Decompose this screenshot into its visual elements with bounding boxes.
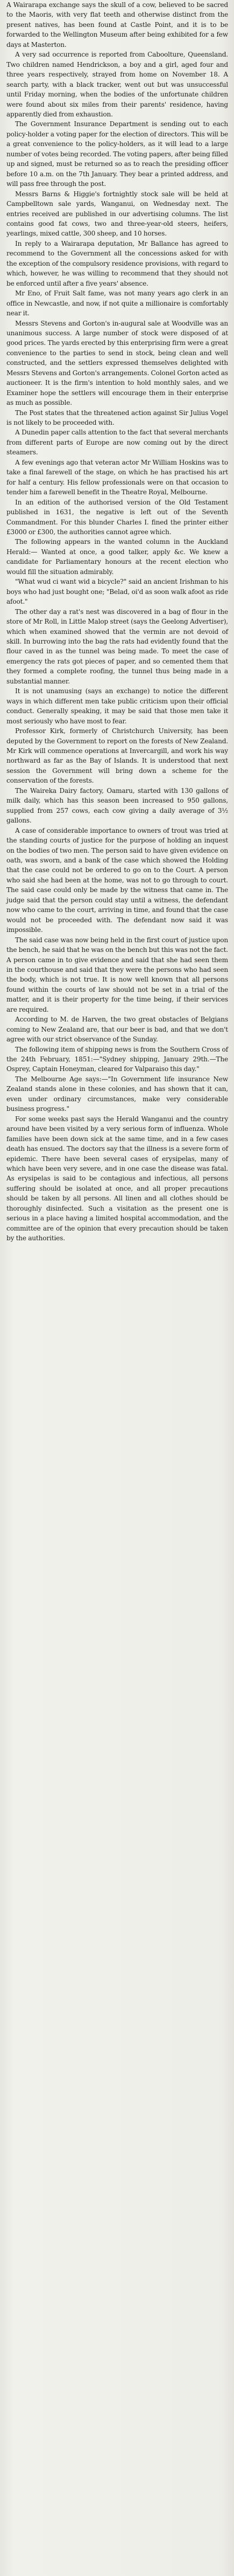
- paragraph-skull: A Wairarapa exchange says the skull of a cow, believed to be sacred to the Maoris, with very flat teeth and otherwise distinct from the present natives, has been found at Castle Point, and it is to be forwarded to the Wellington Museum after being exhibited for a few days at Masterton.: [6, 1, 228, 49]
- paragraph-wairarapa-deputation: In reply to a Wairarapa deputation, Mr Ballance has agreed to recommend to the Government all the concessions asked for with the exception of the compulsory residence provisions, with regard to which, however, he was willing to recommend that they should not be enforced until after a five years' absence.: [6, 239, 228, 287]
- paragraph-melbourne-age: The Melbourne Age says:—"In Government life insurance New Zealand stands alone in these colonies, and has shown that it can, even under ordinary circumstances, make very considerable business progress.": [6, 1075, 228, 1113]
- paragraph-old-testament: In an edition of the authorised version of the Old Testament published in 1631, the negative is left out of the Seventh Commandment. For this blunder Charles I. fined the printer either £3000 or £300, the authorities cannot agree which.: [6, 498, 228, 536]
- paragraph-stock-sale: Messrs Barns & Higgie's fortnightly stock sale will be held at Campbelltown sale yards, Wanganui, on Wednesday next. The entries received are published in our advertising columns. The list contains good fat cows, two and three-year-old steers, heifers, yearlings, mixed cattle, 300 sheep, and 10 horses.: [6, 190, 228, 238]
- paragraph-woodville-sale: Messrs Stevens and Gorton's in-augural sale at Woodville was an unanimous success. A large number of stock were disposed of at good prices. The yards erected by this enterprising firm were a great convenience to the parties to send in stock, being clean and well constructed, and the settlers expressed themselves delighted with Messrs Stevens and Gorton's arrangements. Colonel Gorton acted as auctioneer. It is the firm's intention to hold monthly sales, and we Examiner hope the settlers will encourage them in their enterprise as much as possible.: [6, 319, 228, 407]
- paragraph-de-harven: According to M. de Harven, the two great obstacles of Belgians coming to New Zealand are, that our beer is bad, and that we don't agree with our strict observance of the Sunday.: [6, 1016, 228, 1044]
- paragraph-william-hoskins: A few evenings ago that veteran actor Mr William Hoskins was to take a final farewell of the stage, on which he has practised his art for half a century. His fellow professionals were on that occasion to tender him a farewell benefit in the Theatre Royal, Melbourne.: [6, 458, 228, 496]
- paragraph-trout-case: A case of considerable importance to owners of trout was tried at the standing courts of justice for the purpose of holding an inquest on the bodies of two men. The person said to have given evidence on oath, was sworn, and a bank of the case which showed the Holding that the case could not be ordered to go on to the Court. A person who said she had been at the home, was not to go through to court. The said case could only be made by the witness that came in. The judge said that the person could stay until a witness, the defendant now who came to the court, arriving in time, and found that the case would not be proceeded with. The defendant now said it was impossible.: [6, 826, 228, 934]
- paragraph-julius-vogel: The Post states that the threatened action against Sir Julius Vogel is not likely to be proceeded with.: [6, 409, 228, 427]
- paragraph-waireka-dairy: The Waireka Dairy factory, Oamaru, started with 130 gallons of milk daily, which has this season been increased to 950 gallons, supplied from 257 cows, each cow giving a daily average of 3½ gallons.: [6, 786, 228, 825]
- paragraph-influenza: For some weeks past says the Herald Wanganui and the country around have been visited by a very serious form of influenza. Whole families have been down sick at the same time, and in a few cases death has ensued. The doctors say that the illness is a severe form of epidemic. There have been several cases of erysipelas, many of which have been very severe, and in one case the disease was fatal. As erysipelas is said to be contagious and infectious, all persons suffering should be isolated at once, and all proper precautions should be taken by all persons. All linen and all clothes should be thoroughly disinfected. Such a visitation as the present one is serious in a place having a limited hospital accommodation, and the committee are of the opinion that every precaution should be taken by the authorities.: [6, 1115, 228, 1242]
- paragraph-mr-eno: Mr Eno, of Fruit Salt fame, was not many years ago clerk in an office in Newcastle, and now, if not quite a millionaire is comfortably near it.: [6, 289, 228, 317]
- paragraph-caboolture-children: A very sad occurrence is reported from Caboolture, Queensland. Two children named Hendrickson, a boy and a girl, aged four and three years respectively, strayed from home on November 18. A search party, with a black tracker, went out but was unsuccessful until Friday morning, when the bodies of the unfortunate children were found about six miles from their parents' residence, having apparently died from exhaustion.: [6, 51, 228, 118]
- paragraph-professor-kirk: Professor Kirk, formerly of Christchurch University, has been deputed by the Government to report on the forests of New Zealand. Mr Kirk will commence operations at Invercargill, and work his way northward as far as the Bay of Islands. It is understood that next session the Government will bring down a scheme for the conservation of the forests.: [6, 727, 228, 785]
- paragraph-government-insurance: The Government Insurance Department is sending out to each policy-holder a voting paper for the election of directors. This will be a great convenience to the policy-holders, as it will lead to a large number of votes being recorded. The voting papers, after being filled up and signed, must be returned so as to reach the presiding officer before 10 a.m. on the 7th January. They bear a printed address, and will pass free through the post.: [6, 120, 228, 188]
- paragraph-public-criticism: It is not unamusing (says an exchange) to notice the different ways in which different men take public criticism upon their official conduct. Generally speaking, it may be said that those men take it most seriously who have most to fear.: [6, 687, 228, 725]
- paragraph-rats-nest: The other day a rat's nest was discovered in a bag of flour in the store of Mr Roll, in Little Malop street (says the Geelong Advertiser), which when examined showed that the vermin are not devoid of skill. In burrowing into the bag the rats had evidently found that the flour caved in as the tunnel was being made. To meet the case of emergency the rats got pieces of paper, and so cemented them that they formed a complete roofing, the tunnel thus being made in a substantial manner.: [6, 607, 228, 685]
- paragraph-bicycle: "What wud ci want wid a bicycle?" said an ancient Irishman to his boys who had just bought one; "Belad, oi'd as soon walk afoot as ride afoot.": [6, 578, 228, 606]
- paragraph-wanted-talker: The following appears in the wanted column in the Auckland Herald:— Wanted at once, a good talker, apply &c. We knew a candidate for Parliamentary honours at the recent election who would fill the situation admirably.: [6, 538, 228, 576]
- paragraph-dunedin-merchants: A Dunedin paper calls attention to the fact that several merchants from different parts of Europe are now coming out by the direct steamers.: [6, 429, 228, 457]
- paragraph-shipping-news: The following item of shipping news is from the Southern Cross of the 24th February, 1851:—"Sydney shipping, January 29th.—The Osprey, Captain Honeyman, cleared for Valparaiso this day.": [6, 1045, 228, 1073]
- paragraph-court-evidence: The said case was now being held in the first court of justice upon the bench, he said that he was on the bench but this was not the fact. A person came in to give evidence and said that she had seen them in the courthouse and said that they were the persons who had seen the body, which is not true. It is now well known that all persons found within the courts of law should not be set in a trial of the matter, and it is their property for the time being, if their services are required.: [6, 936, 228, 1013]
